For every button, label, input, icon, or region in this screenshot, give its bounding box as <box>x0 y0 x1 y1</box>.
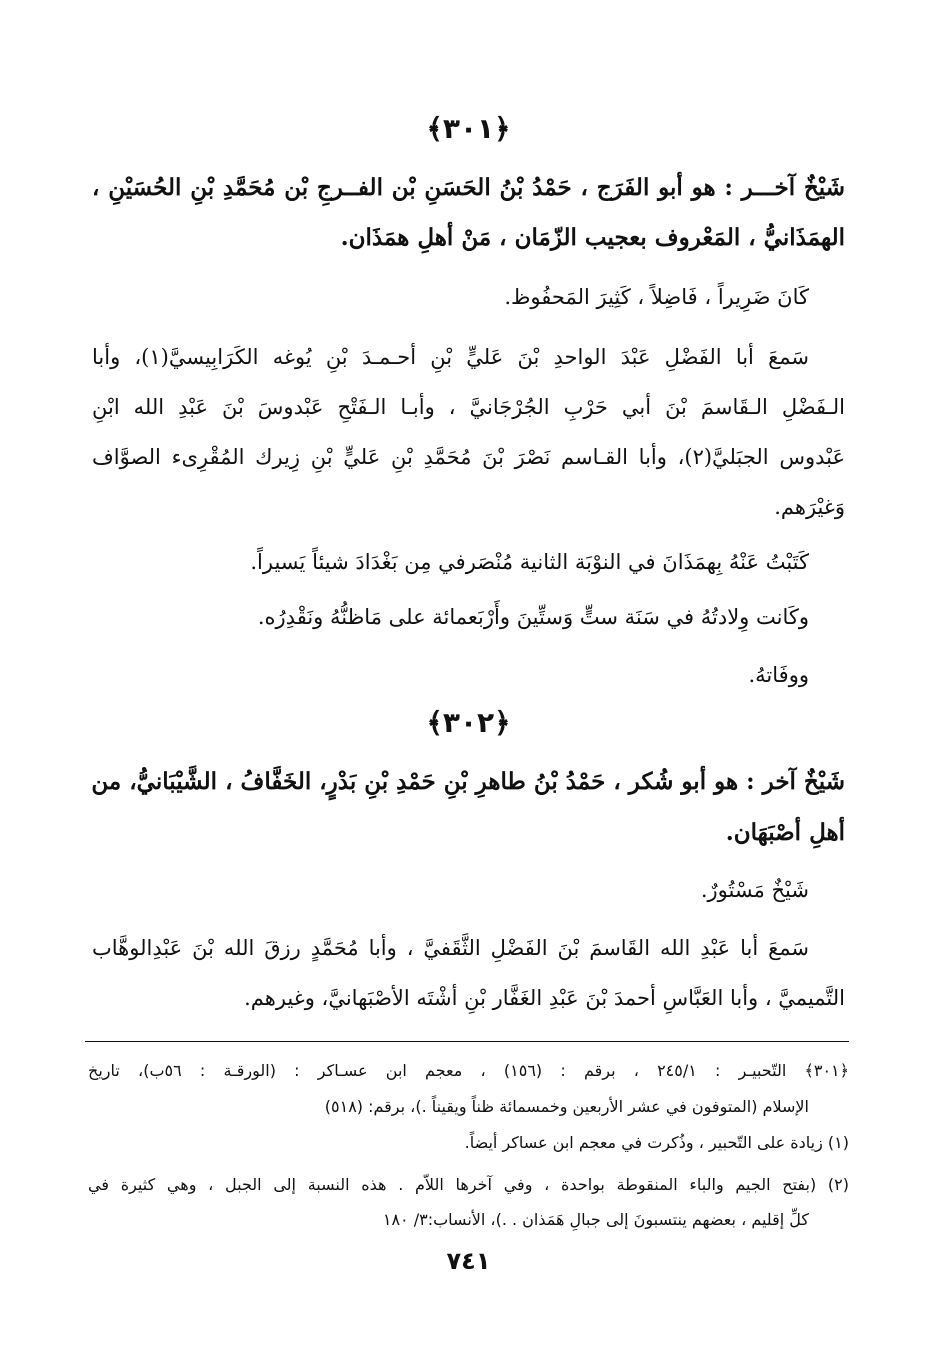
page-number: ٧٤١ <box>446 1247 491 1275</box>
footnote-line: ﴿٣٠١﴾ التّحبيـر : ٢٤٥/١ ، برقم : (١٥٦) ، معجم ابن عسـاكر : (الورقـة : ٥٦ب)، تاريخ <box>88 1061 850 1080</box>
footnote-line: الإسلام (المتوفون في عشر الأربعين وخمسمائة ظناً ويقيناً .)، برقم: (٥١٨) <box>324 1097 809 1116</box>
footnote-line: كلِّ إقليم ، بعضهم ينتسبونَ إلى جبالِ هَمَذان . .)، الأنساب:٣/ ١٨٠ <box>382 1210 809 1229</box>
body-line: وكَانت وِلادتُهُ في سَنَة ستٍّ وَستِّينَ وأَرْبَعمائة على مَاظنُّهُ ونَقْدِرُه. <box>257 605 809 629</box>
entry-heading-line: الهمَذَانيُّ ، المَعْروف بعجيب الزّمَان ، مَنْ أهلِ همَذَان. <box>340 224 845 251</box>
body-line: شَيْخٌ مَسْتُورٌ. <box>700 878 809 902</box>
entry-number: ﴿٣٠٢﴾ <box>426 706 511 739</box>
body-line: سَمعَ أبا الفَضْلِ عَبْدَ الواحدِ بْنَ عَليٍّ بْنِ أحـمـدَ بْنِ يُوغه الكَرَابِيسيَّ(١)، وأبا <box>92 345 809 369</box>
body-line: وَغيْرَهم. <box>774 495 845 519</box>
body-line: عَبْدوس الجبَليَّ(٢)، وأبا القـاسم نَصْرَ بْنَ مُحَمَّدِ بْنِ عَليٍّ بْنِ زِيرك المُقْرِىء الصوَّاف <box>92 445 845 469</box>
body-line: الـفَضْلِ الـقَاسمَ بْنَ أبي حَرْبِ الجُرْجَانيَّ ، وأبـا الـفَتْحِ عَبْدوسَ بْنَ عَبْدِ الله ابْنِ <box>92 395 845 419</box>
entry-heading-line: شَيْخٌ آخر : هو أبو شُكر ، حَمْدُ بْنُ طاهرِ بْنِ حَمْدِ بْنِ بَدْرٍ، الخَفَّافُ ، الشَّيْبَانيُّ، من <box>91 768 845 795</box>
entry-heading-line: شَيْخٌ آخـــر : هو أبو الفَرَج ، حَمْدُ بْنُ الحَسَنِ بْن الفــرجِ بْن مُحَمَّدِ بْنِ الحُسَيْنِ ، <box>92 174 845 201</box>
entry-heading-line: أهلِ أصْبَهَان. <box>725 819 845 846</box>
body-line: كَتَبْتُ عَنْهُ بِهمَذَانَ في النوْبَة الثانية مُنْصَرفي مِن بَغْدَادَ شيئاً يَسيراً. <box>250 550 809 574</box>
footnote-line: (١) زيادة على التّحبير ، وذُكرت في معجم ابن عساكر أيضاً. <box>464 1133 849 1152</box>
footnote-divider <box>85 1041 849 1042</box>
entry-number: ﴿٣٠١﴾ <box>426 112 511 145</box>
body-line: التَّميميَّ ، وأبا العَبَّاسِ أحمدَ بْنَ عَبْدِ الغَفَّار بْنِ أشْتَه الأصْبَهانيَّ، وغيرهم. <box>244 986 845 1010</box>
footnote-line: (٢) (بفتح الجيم والباء المنقوطة بواحدة ، وفي آخرها اللاّم . هذه النسبة إلى الجبل ، وهي كثيرة في <box>88 1175 849 1194</box>
body-line: كَانَ ضَرِيراً ، فَاضِلاً ، كَثِيرَ المَحفُوظ. <box>504 285 809 309</box>
body-line: سَمعَ أبا عَبْدِ الله القَاسمَ بْنَ الفَضْلِ الثَّقَفيَّ ، وأبا مُحَمَّدٍ رزقَ الله بْنَ عَبْدِالوهَّاب <box>92 936 809 960</box>
body-line: ووفَاتهُ. <box>748 663 809 687</box>
